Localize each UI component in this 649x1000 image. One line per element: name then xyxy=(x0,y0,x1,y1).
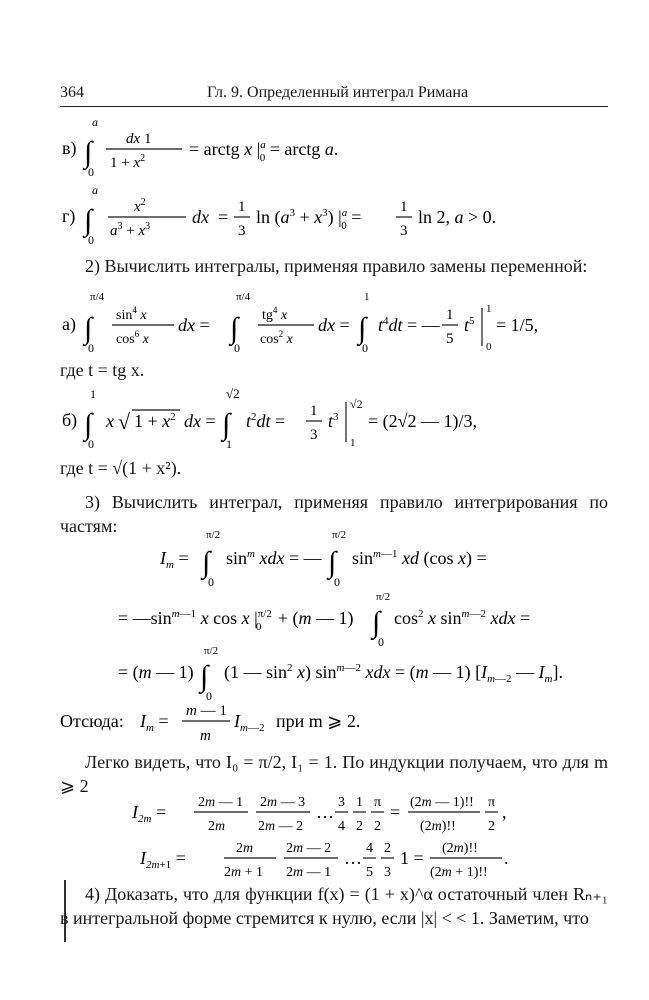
svg-text:2m — 2: 2m — 2 xyxy=(258,819,304,834)
svg-text:в): в) xyxy=(62,138,77,158)
svg-text:√: √ xyxy=(118,409,131,434)
svg-text:4: 4 xyxy=(366,841,373,856)
svg-text:∫: ∫ xyxy=(200,660,209,693)
svg-text:1: 1 xyxy=(226,437,232,451)
svg-text:x2: $x^2$ xyxy=(134,197,146,215)
svg-text:sinm—1 xd (cos x) =: $\sin^m—1$ xd (cos x) = xyxy=(352,548,487,568)
svg-text:t3: $t^3$ xyxy=(328,411,339,431)
formula-im-2 xyxy=(118,592,548,648)
svg-text:г): г) xyxy=(62,206,76,226)
svg-text:π/2: π/2 xyxy=(206,529,221,541)
formula-g xyxy=(62,183,497,248)
svg-text:dx =: dx = xyxy=(178,315,210,335)
svg-text:1: 1 xyxy=(350,437,356,449)
svg-text:,: , xyxy=(502,802,507,822)
svg-text:0: 0 xyxy=(234,341,240,355)
hence-condition: при m ⩾ 2. xyxy=(276,711,361,731)
page-number: 364 xyxy=(60,84,84,101)
svg-text:1 + x2: $1 + x^2$ xyxy=(134,411,176,431)
svg-text:1: 1 xyxy=(446,307,454,323)
svg-text:= —sinm—1 x cos x |π/20 + (m —: = $—\sin^m—1$ x cos x $|^{\pi/2}$ 0 + (m — 1) xyxy=(118,608,354,633)
svg-text:0: 0 xyxy=(88,233,94,247)
svg-text:2: 2 xyxy=(356,819,363,834)
svg-text:5: 5 xyxy=(366,865,373,880)
svg-text:=: = xyxy=(390,802,401,822)
svg-text:3: 3 xyxy=(310,427,318,443)
svg-text:= (m — 1): = (m — 1) xyxy=(118,662,194,682)
svg-text:t5: $t^5$ xyxy=(464,315,475,335)
svg-text:π/2: π/2 xyxy=(332,529,347,541)
svg-text:I2m =: $I_{2m}$ = xyxy=(132,802,167,825)
svg-text:0: 0 xyxy=(378,635,384,649)
svg-text:a: a xyxy=(92,115,98,129)
page-header xyxy=(60,84,608,106)
svg-text:(1 — sin2 x) sinm—2 xdx = (m —: (1 — $\sin^2 x$) $\sin^m—2$ xdx = (m — 1) [$I_m—2$ — $I_m$]. xyxy=(224,662,563,685)
svg-text:0: 0 xyxy=(206,689,212,703)
svg-text:…: … xyxy=(344,848,362,868)
svg-text:∫: ∫ xyxy=(202,546,211,579)
svg-text:3: 3 xyxy=(384,865,391,880)
svg-text:= arctg x |a0 = arctg a.: = arctg x $|^a$ 0 = arctg a. xyxy=(189,139,339,164)
svg-text:dx: dx xyxy=(192,207,209,227)
svg-text:…: … xyxy=(316,802,334,822)
svg-text:Im =: $I_m$ = xyxy=(160,548,189,571)
formula-i2m1 xyxy=(140,836,560,886)
svg-text:1 + x2: $1 + x^2$ xyxy=(110,153,146,171)
svg-text:1: 1 xyxy=(364,291,370,303)
chapter-title: Гл. 9. Определенный интеграл Римана xyxy=(207,84,469,101)
svg-text:2m — 3: 2m — 3 xyxy=(260,795,306,810)
formula-im-1 xyxy=(160,530,540,592)
formula-recurrence xyxy=(60,700,400,750)
svg-text:dx =: dx = xyxy=(318,315,350,335)
svg-text:2: 2 xyxy=(384,841,391,856)
svg-text:a: a xyxy=(92,183,98,197)
svg-text:dx =: dx = xyxy=(184,411,216,431)
hence-label: Отсюда: xyxy=(60,711,124,731)
svg-text:(2m + 1)!!: (2m + 1)!! xyxy=(430,865,488,880)
svg-text:=: = xyxy=(218,207,229,227)
svg-text:1 =: 1 = xyxy=(400,848,424,868)
svg-text:0: 0 xyxy=(334,575,340,589)
svg-text:Im—2: $I_m—2$ xyxy=(234,711,265,734)
svg-text:∫: ∫ xyxy=(84,136,93,169)
svg-text:√2: √2 xyxy=(226,386,240,401)
svg-text:π/2: π/2 xyxy=(204,645,219,657)
svg-text:∫: ∫ xyxy=(84,204,93,237)
svg-text:1: 1 xyxy=(400,199,408,215)
svg-text:(2m)!!: (2m)!! xyxy=(420,819,456,834)
svg-text:∫: ∫ xyxy=(372,606,381,639)
svg-text:1: 1 xyxy=(356,795,363,810)
svg-text:∫: ∫ xyxy=(84,312,93,345)
svg-text:√2: √2 xyxy=(350,397,363,411)
formula-i2m xyxy=(132,790,552,840)
formula-v xyxy=(62,115,362,179)
svg-text:tg4 x: $tg^4$ x xyxy=(262,305,288,323)
svg-text:sin4 x: $\sin^4 x$ xyxy=(116,305,147,323)
svg-text:∫: ∫ xyxy=(358,312,367,345)
svg-text:m — 1: m — 1 xyxy=(186,703,227,719)
svg-text:2m — 1: 2m — 1 xyxy=(286,865,332,880)
svg-text:0: 0 xyxy=(362,341,368,355)
svg-text:а): а) xyxy=(62,314,76,334)
svg-text:π/2: π/2 xyxy=(376,591,391,603)
svg-text:∫: ∫ xyxy=(230,312,239,345)
svg-text:ln (a3 + x3) |a0 =: $\ln (a^3 + x^3)$ $|^a$ 0 = xyxy=(256,207,362,232)
svg-text:Im =: $I_m$ = xyxy=(140,711,169,734)
svg-text:∫: ∫ xyxy=(328,546,337,579)
svg-text:2m — 2: 2m — 2 xyxy=(286,841,332,856)
svg-text:cos2 x: $\cos^2 x$ xyxy=(260,329,293,347)
svg-text:a3 + x3: $a^3 + x^3$ xyxy=(110,221,151,239)
svg-text:2m + 1: 2m + 1 xyxy=(224,865,264,880)
svg-text:∫: ∫ xyxy=(222,408,231,441)
svg-text:t4dt = —: $t^4dt$ = — xyxy=(378,315,440,335)
svg-text:2: 2 xyxy=(488,819,495,834)
where-a: где t = tg x. xyxy=(60,360,145,380)
svg-text:3: 3 xyxy=(338,795,345,810)
svg-text:2m: 2m xyxy=(236,841,254,856)
svg-text:1: 1 xyxy=(486,303,492,315)
svg-text:4: 4 xyxy=(338,819,345,834)
exercise-4-text: 4) Доказать, что для функции f(x) = (1 + x)^α остаточный член Rₙ₊₁ в интегральной форме стремится к нулю, если |x| < < 1. Заметим, что xyxy=(60,884,608,928)
svg-text:m: m xyxy=(200,728,211,744)
svg-text:.: . xyxy=(504,848,509,868)
svg-text:1: 1 xyxy=(310,403,318,419)
formula-a xyxy=(62,290,582,356)
svg-text:= (2√2 — 1)/3,: = (2√2 — 1)/3, xyxy=(368,411,478,431)
where-b: где t = √(1 + x²). xyxy=(60,458,182,478)
svg-text:sinm xdx = —: $\sin^m$ xdx = — xyxy=(226,548,322,568)
svg-text:0: 0 xyxy=(88,165,94,179)
svg-text:2: 2 xyxy=(374,819,381,834)
svg-text:0: 0 xyxy=(208,575,214,589)
svg-text:π: π xyxy=(488,795,496,810)
svg-text:∫: ∫ xyxy=(84,408,93,441)
svg-text:(2m — 1)!!: (2m — 1)!! xyxy=(410,795,474,810)
svg-text:π/4: π/4 xyxy=(90,291,105,303)
svg-text:x: x xyxy=(106,411,114,431)
exercise-2-text: 2) Вычислить интегралы, применяя правило замены переменной: xyxy=(85,256,588,276)
svg-text:2m: 2m xyxy=(208,819,226,834)
easy-to-see-text: Легко видеть, что I₀ = π/2, I₁ = 1. По индукции получаем, что для m ⩾ 2 xyxy=(60,752,608,796)
svg-text:0: 0 xyxy=(88,341,94,355)
svg-text:3: 3 xyxy=(400,223,408,239)
svg-text:(2m)!!: (2m)!! xyxy=(442,841,478,856)
svg-text:2m — 1: 2m — 1 xyxy=(198,795,244,810)
formula-b xyxy=(62,388,522,454)
exercise-3-text: 3) Вычислить интеграл, применяя правило интегрирования по частям: xyxy=(60,492,608,536)
svg-text:cos2 x sinm—2 xdx =: $\cos^2 x$ $\sin^m—2$ xdx = xyxy=(394,608,531,628)
svg-text:5: 5 xyxy=(446,331,454,347)
svg-text:cos6 x: $\cos^6 x$ xyxy=(116,329,149,347)
svg-text:1: 1 xyxy=(90,387,96,401)
svg-text:t2dt =: $t^2dt$ = xyxy=(246,411,286,431)
svg-text:= 1/5,: = 1/5, xyxy=(496,315,539,335)
svg-text:I2m+1 =: $I_{2m}+1$ = xyxy=(140,848,186,871)
svg-text:б): б) xyxy=(62,410,78,430)
svg-text:dx: dx xyxy=(126,131,141,147)
svg-text:ln 2, a > 0.: ln 2, a > 0. xyxy=(418,207,497,227)
header-rule xyxy=(60,106,608,107)
svg-text:0: 0 xyxy=(486,341,492,353)
svg-text:3: 3 xyxy=(238,223,246,239)
svg-text:π: π xyxy=(374,795,382,810)
svg-text:1: 1 xyxy=(238,199,246,215)
svg-text:π/4: π/4 xyxy=(236,291,251,303)
svg-text:1: 1 xyxy=(144,131,152,147)
svg-text:0: 0 xyxy=(88,437,94,451)
formula-im-3 xyxy=(118,645,563,704)
